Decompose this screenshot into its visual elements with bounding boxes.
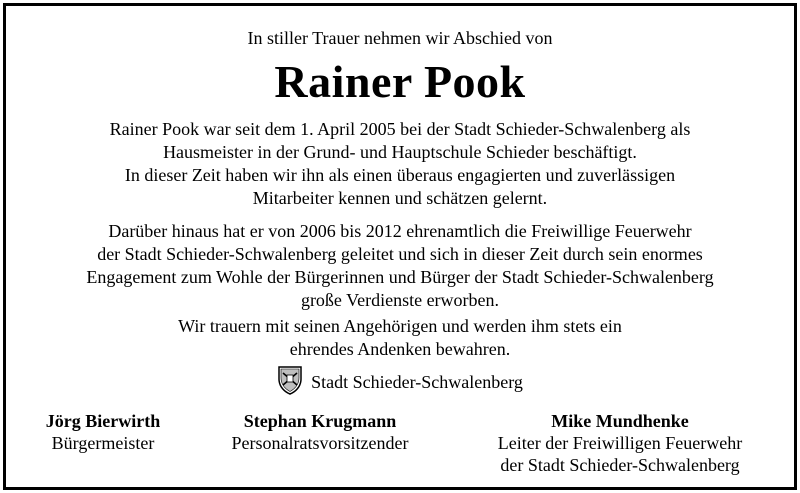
signatory-name: Mike Mundhenke — [551, 411, 689, 431]
paragraph-mourning — [0, 315, 800, 361]
signatory-name: Stephan Krugmann — [243, 411, 397, 431]
paragraph-line: Wir trauern mit seinen Angehörigen und werden ihm stets ein — [178, 316, 622, 336]
signatory-role: Leiter der Freiwilligen Feuerwehr — [497, 433, 743, 453]
signatory-role: der Stadt Schieder-Schwalenberg — [500, 455, 740, 475]
paragraph-line: ehrendes Andenken bewahren. — [289, 339, 511, 359]
paragraph-line: In dieser Zeit haben wir ihn als einen überaus engagierten und zuverlässigen — [124, 165, 676, 185]
paragraph-employment — [0, 118, 800, 210]
deceased-name: Rainer Pook — [274, 56, 526, 107]
paragraph-line: Mitarbeiter kennen und schätzen gelernt. — [252, 188, 548, 208]
organization-signature — [0, 365, 800, 399]
signatory-role: Bürgermeister — [51, 433, 155, 453]
intro-line: In stiller Trauer nehmen wir Abschied von — [247, 28, 553, 48]
paragraph-fire-brigade — [0, 220, 800, 312]
paragraph-line: der Stadt Schieder-Schwalenberg geleitet und sich in dieser Zeit durch sein enormes — [97, 244, 703, 264]
paragraph-line: große Verdienste erworben. — [300, 290, 500, 310]
signatory-role: Personalratsvorsitzender — [231, 433, 409, 453]
paragraph-line: Hausmeister in der Grund- und Hauptschule Schieder beschäftigt. — [163, 142, 637, 162]
signatory-name: Jörg Bierwirth — [45, 411, 161, 431]
paragraph-line: Darüber hinaus hat er von 2006 bis 2012 ehrenamtlich die Freiwillige Feuerwehr — [108, 221, 692, 241]
paragraph-line: Rainer Pook war seit dem 1. April 2005 bei der Stadt Schieder-Schwalenberg als — [109, 119, 691, 139]
coat-of-arms-icon — [277, 365, 303, 400]
signatory-fire-chief — [470, 410, 770, 476]
signatory-mayor — [18, 410, 188, 454]
paragraph-line: Engagement zum Wohle der Bürgerinnen und Bürger der Stadt Schieder-Schwalenberg — [86, 267, 714, 287]
signatory-staff-council — [205, 410, 435, 454]
organization-name: Stadt Schieder-Schwalenberg — [311, 371, 523, 392]
